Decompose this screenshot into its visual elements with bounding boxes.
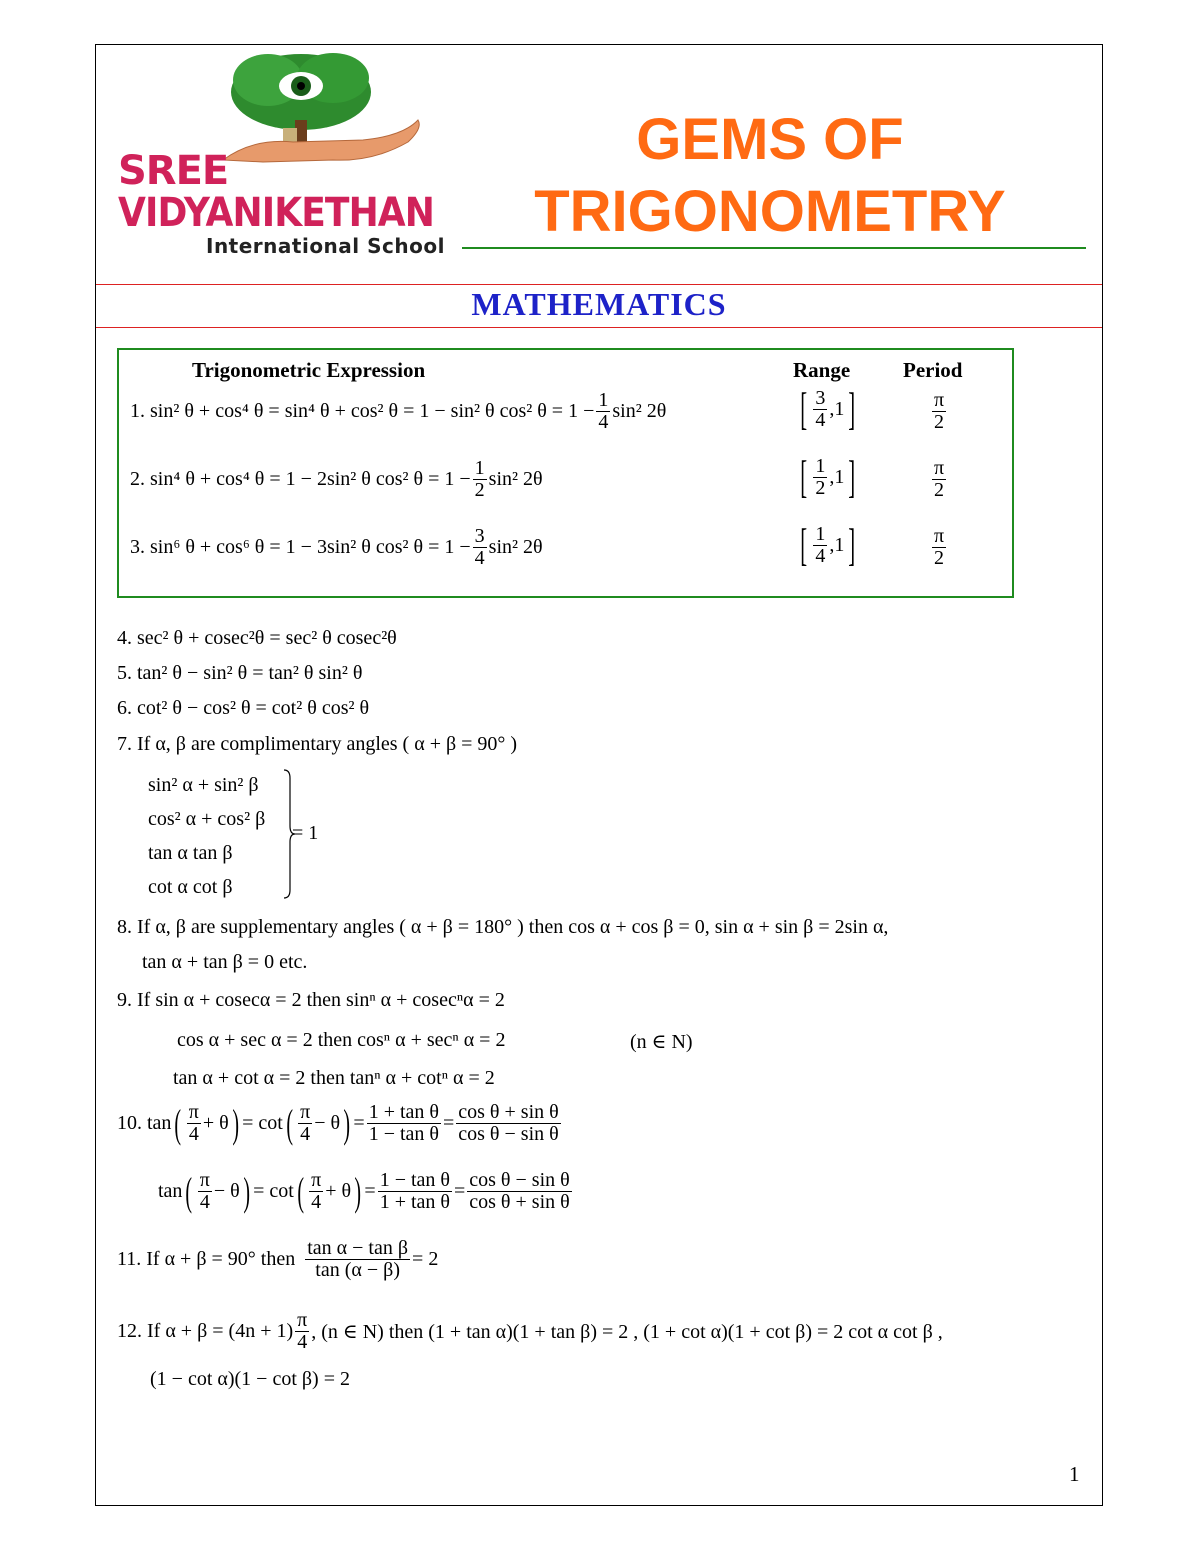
- brand-name-line2: VIDYANIKETHAN: [118, 190, 434, 236]
- expression-text: 1. sin² θ + cos⁴ θ = sin⁴ θ + cos² θ = 1 − sin² θ cos² θ = 1 −: [130, 400, 595, 422]
- identity-10-line1: 10. tan ( $\frac{\pi}{4}$ + θ ) = cot ( $\frac{\pi}{4}$ − θ ) = $\frac{\text{1 + tan θ}}{\text{1 − tan θ}}$ = $\frac{\text{cos θ + sin θ}}{\text{cos θ − sin θ}}$: [117, 1100, 559, 1146]
- brand-name-line1: SREE: [118, 148, 229, 194]
- divider-top: [96, 284, 1102, 285]
- expression-text: 2. sin⁴ θ + cos⁴ θ = 1 − 2sin² θ cos² θ = 1 −: [130, 468, 471, 490]
- identity-7-list: [148, 768, 265, 904]
- identity-11: 11. If α + β = 90° then $\frac{\text{tan α − tan β}}{\tan (\alpha - \beta)}$ = 2: [117, 1237, 439, 1281]
- fraction: $\frac{3}{4}$: [474, 525, 485, 569]
- identity-7-result: = 1: [292, 822, 319, 844]
- identity-7-heading: 7. If α, β are complimentary angles ( α + β = 90° ): [117, 733, 518, 755]
- range-value: [ $\frac{3}{4}$ ,1 ]: [800, 383, 856, 434]
- expression-tail: sin² 2θ: [612, 400, 667, 422]
- divider-bottom: [96, 327, 1102, 328]
- table-row: [130, 390, 666, 433]
- identity-12-line1: 12. If α + β = (4n + 1) $\frac{\pi}{4}$ , (n ∈ N) then (1 + tan α)(1 + tan β) = 2 , (1 + cot α)(1 + cot β) = 2 cot α cot β ,: [117, 1309, 943, 1353]
- title-underline: [462, 247, 1086, 249]
- page-title-line2: TRIGONOMETRY: [534, 179, 1006, 244]
- identity-9-line2: cos α + sec α = 2 then cosⁿ α + secⁿ α = 2: [177, 1029, 506, 1051]
- period-value: $\frac{\pi}{2}$: [934, 389, 945, 433]
- list-item: cos² α + cos² β: [148, 808, 266, 830]
- subject-heading: MATHEMATICS: [471, 286, 727, 322]
- fraction: $\frac{1}{4}$: [598, 389, 609, 433]
- identity-8-line2: tan α + tan β = 0 etc.: [142, 951, 308, 973]
- identity-9-line3: tan α + cot α = 2 then tanⁿ α + cotⁿ α = 2: [173, 1067, 495, 1089]
- identity-9-condition: (n ∈ N): [630, 1031, 693, 1053]
- identity-8-line1: 8. If α, β are supplementary angles ( α + β = 180° ) then cos α + cos β = 0, sin α + sin β = 2sin α,: [117, 916, 889, 938]
- identity-5: 5. tan² θ − sin² θ = tan² θ sin² θ: [117, 662, 363, 684]
- range-value: [ $\frac{1}{2}$ ,1 ]: [800, 451, 856, 502]
- page-number: 1: [1069, 1462, 1080, 1486]
- brand-name-line3: International School: [206, 234, 445, 258]
- col-header-expression: Trigonometric Expression: [192, 358, 426, 382]
- identity-10-line2: tan ( $\frac{\pi}{4}$ − θ ) = cot ( $\frac{\pi}{4}$ + θ ) = $\frac{\text{1 − tan θ}}{\text{1 + tan θ}}$ = $\frac{\text{cos θ − sin θ}}{\text{cos θ + sin θ}}$: [158, 1168, 570, 1214]
- col-header-range: Range: [793, 358, 851, 382]
- period-value: $\frac{\pi}{2}$: [934, 525, 945, 569]
- identity-9-line1: 9. If sin α + cosecα = 2 then sinⁿ α + cosecⁿα = 2: [117, 989, 505, 1011]
- list-item: cot α cot β: [148, 876, 233, 898]
- list-item: sin² α + sin² β: [148, 774, 259, 796]
- identity-12-line2: (1 − cot α)(1 − cot β) = 2: [150, 1368, 350, 1390]
- period-value: $\frac{\pi}{2}$: [934, 457, 945, 501]
- expression-tail: sin² 2θ: [488, 536, 543, 558]
- expression-text: 3. sin⁶ θ + cos⁶ θ = 1 − 3sin² θ cos² θ = 1 −: [130, 536, 471, 558]
- page-title-line1: GEMS OF: [636, 107, 904, 172]
- identity-6: 6. cot² θ − cos² θ = cot² θ cos² θ: [117, 697, 370, 719]
- table-row: [130, 458, 543, 501]
- range-value: [ $\frac{1}{4}$ ,1 ]: [800, 519, 856, 570]
- col-header-period: Period: [903, 358, 963, 382]
- expression-tail: sin² 2θ: [488, 468, 543, 490]
- tree-hand-icon: [213, 50, 453, 165]
- list-item: tan α tan β: [148, 842, 233, 864]
- table-row: [130, 526, 543, 569]
- identity-4: 4. sec² θ + cosec²θ = sec² θ cosec²θ: [117, 627, 397, 649]
- fraction: $\frac{1}{2}$: [474, 457, 485, 501]
- school-logo: [118, 50, 448, 265]
